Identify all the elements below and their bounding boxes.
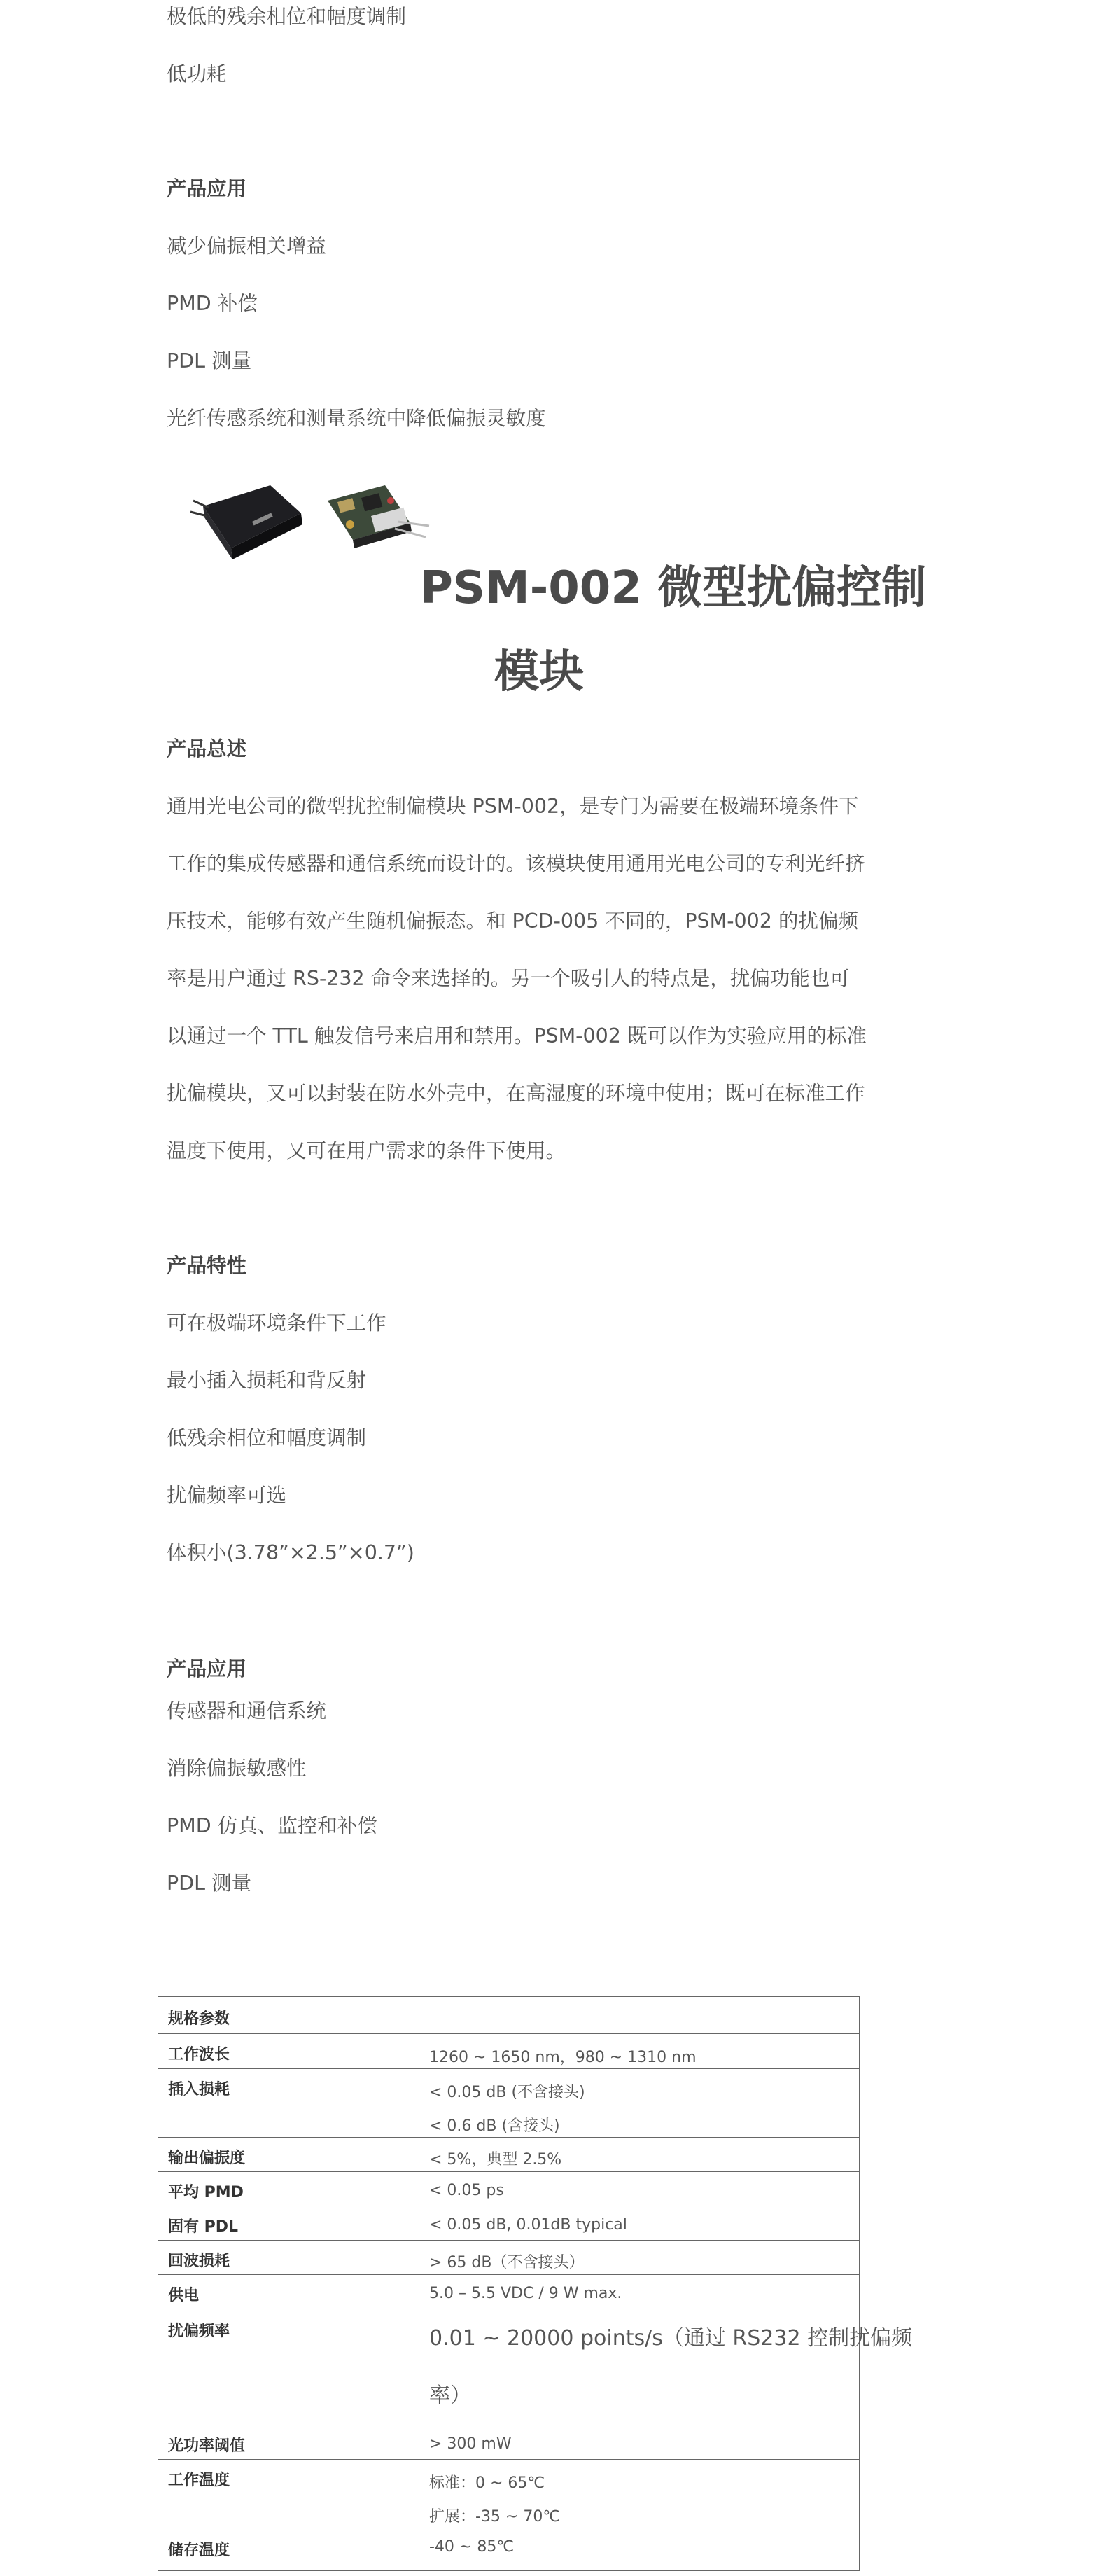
spec-row: [158, 2033, 859, 2069]
feature-item: 扰偏频率可选: [167, 1484, 287, 1507]
spec-label: 平均 PMD: [168, 2184, 244, 2201]
spec-value: 标准：0 ~ 65℃: [429, 2474, 545, 2492]
spec-value: > 65 dB（不含接头）: [429, 2254, 585, 2271]
spec-row: [158, 2240, 859, 2275]
spec-row: [158, 2309, 913, 2425]
spec-row: [158, 2206, 859, 2241]
app-item: PDL 测量: [167, 1872, 252, 1895]
spec-row: [158, 2137, 859, 2172]
prev-app-item: PMD 补偿: [167, 292, 258, 315]
spec-value: 扩展：-35 ~ 70℃: [429, 2508, 561, 2526]
spec-label: 光功率阈值: [168, 2437, 246, 2455]
prev-feature-item: 低功耗: [167, 62, 227, 85]
spec-label: 插入损耗: [168, 2081, 230, 2098]
spec-value: -40 ~ 85℃: [429, 2538, 515, 2556]
feature-item: 最小插入损耗和背反射: [167, 1369, 367, 1392]
spec-value: < 0.05 dB (不含接头): [429, 2084, 585, 2101]
features-heading: 产品特性: [167, 1254, 247, 1277]
spec-label: 储存温度: [168, 2542, 230, 2559]
feature-item: 体积小(3.78”×2.5”×0.7”): [167, 1541, 414, 1564]
overview-line: 通用光电公司的微型扰控制偏模块 PSM-002，是专门为需要在极端环境条件下: [167, 795, 859, 818]
spec-label: 回波损耗: [168, 2253, 230, 2270]
spec-table: [158, 1996, 913, 2571]
spec-row: [158, 2171, 859, 2206]
spec-label: 扰偏频率: [168, 2323, 230, 2340]
spec-value: < 0.05 ps: [429, 2182, 504, 2199]
prev-app-item: 减少偏振相关增益: [167, 235, 327, 258]
overview-line: 扰偏模块，又可以封装在防水外壳中，在高湿度的环境中使用；既可在标准工作: [167, 1082, 865, 1105]
spec-label: 工作温度: [168, 2472, 230, 2489]
spec-value: 1260 ~ 1650 nm，980 ~ 1310 nm: [429, 2049, 697, 2066]
spec-header-row: [158, 1997, 859, 2033]
overview-line: 温度下使用，又可在用户需求的条件下使用。: [167, 1139, 566, 1162]
prev-app-item: PDL 测量: [167, 349, 252, 373]
prev-apps-heading: 产品应用: [167, 177, 247, 200]
spec-row: [158, 2528, 859, 2570]
spec-row: [158, 2068, 859, 2138]
spec-label: 工作波长: [168, 2046, 230, 2063]
spec-value: 5.0 – 5.5 VDC / 9 W max.: [429, 2285, 622, 2302]
spec-row: [158, 2425, 859, 2460]
spec-row: [158, 2459, 859, 2528]
spec-value: 0.01 ~ 20000 points/s（通过 RS232 控制扰偏频: [429, 2326, 913, 2351]
product-title-line1: PSM-002 微型扰偏控制: [420, 562, 927, 614]
app-item: 传感器和通信系统: [167, 1699, 327, 1722]
spec-label: 固有 PDL: [168, 2218, 239, 2236]
spec-value: > 300 mW: [429, 2435, 512, 2453]
spec-label: 输出偏振度: [168, 2150, 246, 2167]
overview-line: 压技术，能够有效产生随机偏振态。和 PCD-005 不同的，PSM-002 的扰偏频: [167, 910, 858, 933]
spec-value: < 0.6 dB (含接头): [429, 2117, 560, 2135]
spec-value: < 0.05 dB, 0.01dB typical: [429, 2216, 627, 2234]
spec-header: 规格参数: [168, 2010, 230, 2028]
module-photos-graphic: [188, 473, 440, 567]
product-title-line2: 模块: [494, 646, 584, 698]
apps-heading: 产品应用: [167, 1657, 247, 1680]
overview-heading: 产品总述: [167, 737, 247, 760]
feature-item: 可在极端环境条件下工作: [167, 1311, 386, 1335]
spec-label: 供电: [168, 2287, 200, 2304]
overview-line: 工作的集成传感器和通信系统而设计的。该模块使用通用光电公司的专利光纤挤: [167, 852, 865, 875]
prev-feature-item: 极低的残余相位和幅度调制: [167, 5, 407, 28]
spec-value: < 5%，典型 2.5%: [429, 2151, 562, 2168]
prev-app-item: 光纤传感系统和测量系统中降低偏振灵敏度: [167, 407, 546, 430]
app-item: 消除偏振敏感性: [167, 1757, 307, 1780]
spec-row: [158, 2274, 859, 2309]
overview-line: 率是用户通过 RS-232 命令来选择的。另一个吸引人的特点是，扰偏功能也可: [167, 967, 850, 990]
overview-line: 以通过一个 TTL 触发信号来启用和禁用。PSM-002 既可以作为实验应用的标准: [167, 1024, 867, 1047]
app-item: PMD 仿真、监控和补偿: [167, 1814, 377, 1837]
feature-item: 低残余相位和幅度调制: [167, 1426, 367, 1449]
product-photo: [188, 473, 440, 567]
spec-value: 率）: [429, 2383, 471, 2408]
